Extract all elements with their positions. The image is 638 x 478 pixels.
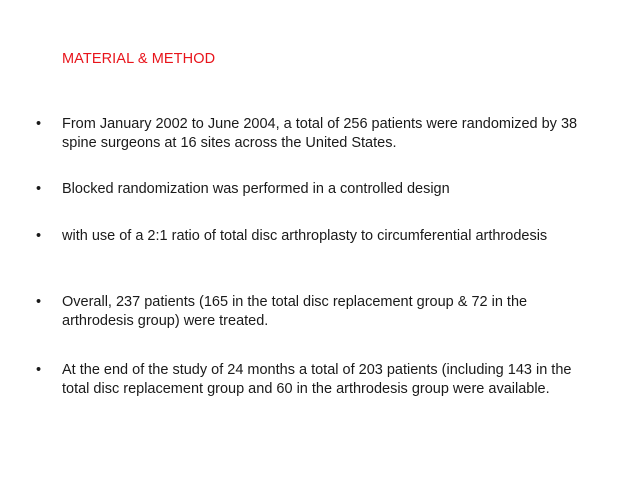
bullet-text: with use of a 2:1 ratio of total disc arthroplasty to circumferential arthrodesis bbox=[62, 228, 548, 244]
bullet-marker: • bbox=[36, 362, 42, 378]
bullet-text: At the end of the study of 24 months a total of 203 patients (including 143 in the total disc replacement group and 60 in the arthrodesis group were available. bbox=[62, 362, 572, 397]
bullet-marker: • bbox=[36, 116, 42, 132]
bullet-text: From January 2002 to June 2004, a total of 256 patients were randomized by 38 spine surgeons at 16 sites across the United States. bbox=[62, 116, 578, 151]
bullet-text: Overall, 237 patients (165 in the total disc replacement group & 72 in the arthrodesis group) were treated. bbox=[62, 294, 528, 329]
slide-heading: MATERIAL & METHOD bbox=[62, 51, 216, 67]
bullet-marker: • bbox=[36, 181, 42, 197]
bullet-marker: • bbox=[36, 294, 42, 310]
bullet-text: Blocked randomization was performed in a controlled design bbox=[62, 181, 450, 197]
bullet-marker: • bbox=[36, 228, 42, 244]
